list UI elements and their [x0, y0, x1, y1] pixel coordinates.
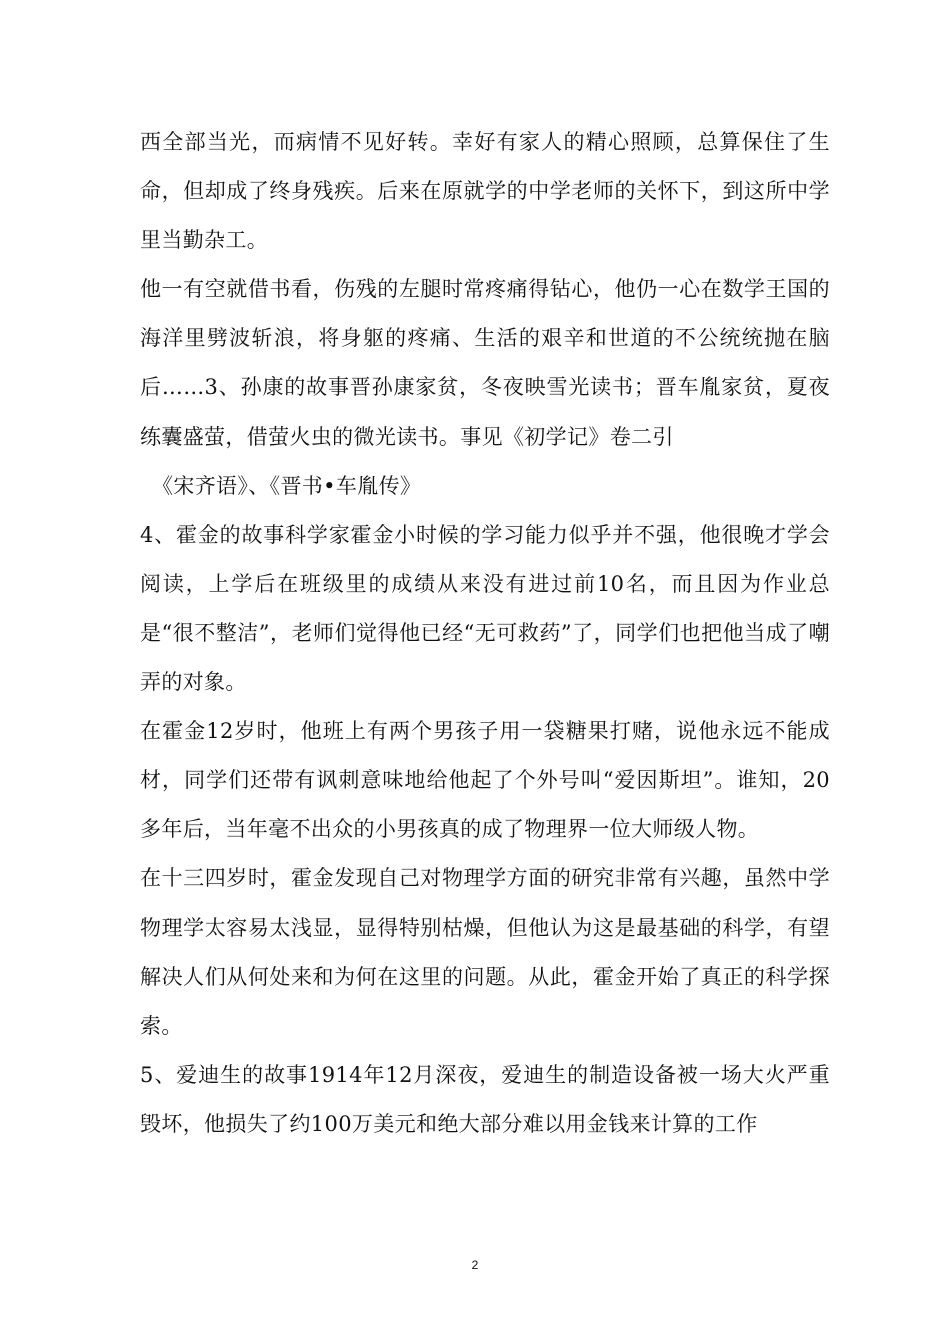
paragraph-citation: 《宋齐语》、《晋书•车胤传》 [152, 473, 422, 498]
paragraph-sun-kang-story: 他一有空就借书看，伤残的左腿时常疼痛得钻心，他仍一心在数学王国的海洋里劈波斩浪，将身躯的疼痛、生活的艰辛和世道的不公统统抛在脑后……3、孙康的故事晋孙康家贫，冬夜映雪光读书；晋车胤家贫，夏夜练囊盛萤，借萤火虫的微光读书。事见《初学记》卷二引 [140, 277, 830, 449]
paragraph-hawking-age-twelve: 在霍金12岁时，他班上有两个男孩子用一袋糖果打赌，说他永远不能成材，同学们还带有讽刺意味地给他起了个外号叫“爱因斯坦”。谁知，20多年后，当年毫不出众的小男孩真的成了物理界一位大师级人物。 [140, 719, 830, 842]
document-body [140, 118, 830, 1149]
paragraph-edison-story: 5、爱迪生的故事1914年12月深夜，爱迪生的制造设备被一场大火严重毁坏，他损失了约100万美元和绝大部分难以用金钱来计算的工作 [140, 1062, 830, 1136]
page-number: 2 [471, 1258, 479, 1272]
paragraph-hawking-physics: 在十三四岁时，霍金发现自己对物理学方面的研究非常有兴趣，虽然中学物理学太容易太浅显，显得特别枯燥，但他认为这是最基础的科学，有望解决人们从何处来和为何在这里的问题。从此，霍金开始了真正的科学探索。 [140, 866, 830, 1038]
paragraph-hospital-continuation: 西全部当光，而病情不见好转。幸好有家人的精心照顾，总算保住了生命，但却成了终身残疾。后来在原就学的中学老师的关怀下，到这所中学里当勤杂工。 [140, 130, 830, 253]
paragraph-hawking-story: 4、霍金的故事科学家霍金小时候的学习能力似乎并不强，他很晚才学会阅读，上学后在班级里的成绩从来没有进过前10名，而且因为作业总是“很不整洁”，老师们觉得他已经“无可救药”了，同学们也把他当成了嘲弄的对象。 [140, 522, 830, 695]
